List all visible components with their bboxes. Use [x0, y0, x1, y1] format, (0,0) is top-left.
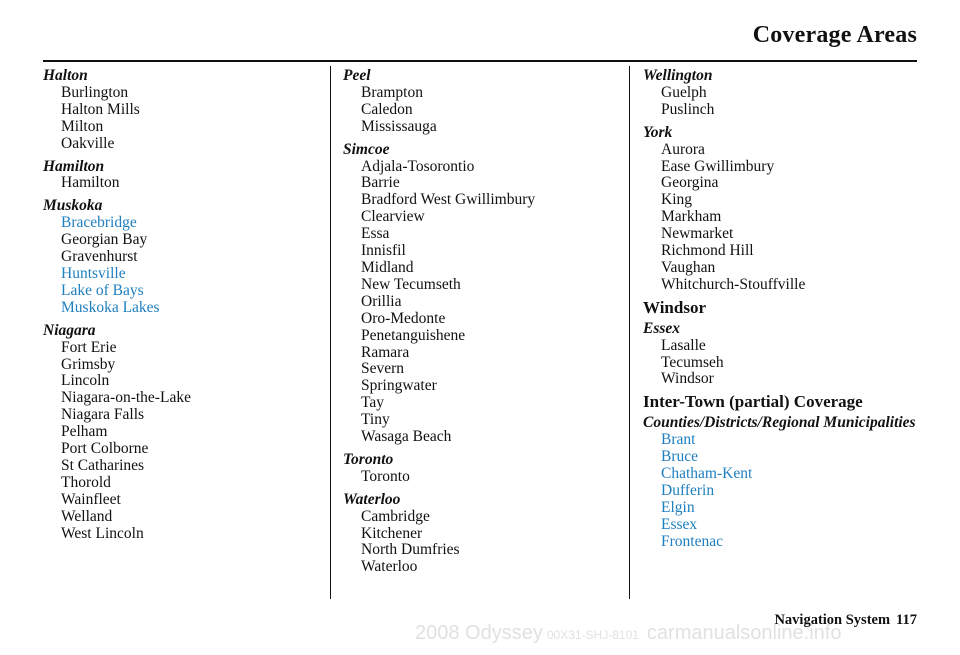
town-item: Springwater — [361, 377, 437, 395]
town-link[interactable]: Brant — [661, 431, 696, 449]
town-item: Bradford West Gwillimbury — [361, 191, 536, 209]
town-item: Milton — [61, 117, 104, 135]
county-heading-hamilton: Hamilton — [43, 157, 105, 175]
town-item: Oro-Medonte — [361, 309, 446, 327]
town-list — [343, 159, 623, 446]
town-item: Tay — [361, 394, 385, 412]
town-item: Innisfil — [361, 242, 406, 260]
town-link[interactable]: Essex — [661, 515, 698, 533]
town-link[interactable]: Bracebridge — [61, 214, 137, 232]
town-item: Fort Erie — [61, 338, 117, 356]
town-link[interactable]: Dufferin — [661, 481, 715, 499]
town-item: Port Colborne — [61, 440, 149, 458]
town-item: Wainfleet — [61, 490, 121, 508]
town-item: Puslinch — [661, 100, 715, 118]
town-item: Tiny — [361, 411, 390, 429]
county-heading-wellington: Wellington — [643, 67, 713, 84]
town-item: Toronto — [361, 467, 410, 485]
town-link[interactable]: Frontenac — [661, 532, 723, 550]
town-item: Tecumseh — [661, 353, 724, 371]
coverage-group — [643, 297, 933, 317]
coverage-group — [643, 125, 933, 294]
region-heading-windsor: Windsor — [643, 297, 706, 317]
town-list — [643, 338, 933, 389]
town-item: Hamilton — [61, 174, 120, 192]
town-item: Waterloo — [361, 558, 418, 576]
town-item: Midland — [361, 258, 414, 276]
watermark — [415, 622, 841, 645]
town-item: Gravenhurst — [61, 248, 138, 266]
region-subheading: Counties/Districts/Regional Municipalities — [643, 414, 916, 432]
county-heading-muskoka: Muskoka — [43, 197, 103, 215]
town-link[interactable]: Huntsville — [61, 264, 126, 282]
town-item: Barrie — [361, 174, 400, 192]
town-item: Windsor — [661, 370, 714, 388]
town-item: Wasaga Beach — [361, 428, 452, 446]
town-item: Essa — [361, 225, 390, 243]
town-item: Ease Gwillimbury — [661, 157, 775, 175]
town-list — [643, 85, 933, 119]
town-item: St Catharines — [61, 456, 145, 474]
town-list — [43, 215, 323, 316]
county-heading-simcoe: Simcoe — [343, 140, 390, 158]
town-item: Niagara-on-the-Lake — [61, 389, 191, 407]
town-item: Caledon — [361, 100, 413, 118]
column-divider — [330, 66, 331, 599]
coverage-group — [643, 68, 933, 119]
town-list — [343, 509, 623, 577]
town-item: Aurora — [661, 140, 705, 158]
town-item: Guelph — [661, 83, 707, 101]
coverage-group — [43, 323, 323, 543]
town-item: Georgian Bay — [61, 231, 148, 249]
town-item: Markham — [661, 208, 722, 226]
town-item: Mississauga — [361, 117, 437, 135]
town-item: West Lincoln — [61, 524, 144, 542]
coverage-group — [643, 394, 933, 550]
town-item: Orillia — [361, 292, 402, 310]
page-number: 117 — [896, 612, 917, 628]
town-item: Lasalle — [661, 336, 706, 354]
town-item: Georgina — [661, 174, 719, 192]
town-item: North Dumfries — [361, 541, 460, 559]
town-link[interactable]: Lake of Bays — [61, 281, 144, 299]
coverage-group — [343, 452, 623, 486]
town-item: Vaughan — [661, 258, 716, 276]
county-heading-waterloo: Waterloo — [343, 490, 401, 508]
town-list — [643, 142, 933, 294]
coverage-group — [343, 492, 623, 577]
town-item: Niagara Falls — [61, 406, 145, 424]
town-item: Penetanguishene — [361, 326, 466, 344]
town-item: Oakville — [61, 134, 115, 152]
coverage-group — [43, 159, 323, 193]
watermark-model: 2008 Odyssey — [415, 622, 543, 644]
town-item: Lincoln — [61, 372, 110, 390]
footer-section-title: Navigation System — [774, 612, 891, 628]
town-item: Clearview — [361, 208, 425, 226]
column-divider — [629, 66, 630, 599]
county-heading-toronto: Toronto — [343, 450, 394, 468]
county-heading-essex: Essex — [643, 319, 681, 337]
town-item: Grimsby — [61, 355, 116, 373]
town-item: New Tecumseth — [361, 275, 461, 293]
town-list — [343, 469, 623, 486]
town-item: Ramara — [361, 343, 410, 361]
page-title: Coverage Areas — [752, 22, 917, 48]
town-item: Brampton — [361, 83, 423, 101]
town-list — [643, 432, 933, 550]
town-item: Halton Mills — [61, 100, 140, 118]
town-item: Richmond Hill — [661, 242, 754, 260]
town-item: King — [661, 191, 692, 209]
watermark-code: 00X31-SHJ-8101 — [546, 628, 639, 642]
town-item: Thorold — [61, 473, 111, 491]
town-item: Burlington — [61, 83, 129, 101]
town-item: Pelham — [61, 423, 108, 441]
town-item: Cambridge — [361, 507, 430, 525]
county-heading-york: York — [643, 123, 673, 141]
town-link[interactable]: Chatham-Kent — [661, 464, 753, 482]
coverage-group — [343, 68, 623, 136]
town-link[interactable]: Elgin — [661, 498, 695, 516]
town-item: Adjala-Tosorontio — [361, 157, 475, 175]
title-rule — [43, 60, 917, 62]
coverage-group — [43, 68, 323, 153]
column-1 — [43, 68, 323, 548]
region-heading-inter-town-partial-coverage: Inter-Town (partial) Coverage — [643, 392, 863, 412]
column-3 — [643, 68, 933, 556]
county-heading-niagara: Niagara — [43, 321, 96, 339]
town-item: Kitchener — [361, 524, 423, 542]
coverage-group — [643, 321, 933, 389]
town-item: Welland — [61, 507, 113, 525]
town-list — [43, 340, 323, 543]
town-list — [343, 85, 623, 136]
town-item: Severn — [361, 360, 405, 378]
town-list — [43, 85, 323, 153]
coverage-group — [43, 198, 323, 316]
column-2 — [343, 68, 623, 582]
coverage-group — [343, 142, 623, 446]
town-link[interactable]: Muskoka Lakes — [61, 298, 160, 316]
county-heading-halton: Halton — [43, 67, 88, 84]
town-list — [43, 175, 323, 192]
county-heading-peel: Peel — [343, 67, 371, 84]
town-item: Whitchurch-Stouffville — [661, 275, 806, 293]
watermark-site: carmanualsonline.info — [646, 622, 842, 644]
town-link[interactable]: Bruce — [661, 448, 699, 466]
town-item: Newmarket — [661, 225, 734, 243]
